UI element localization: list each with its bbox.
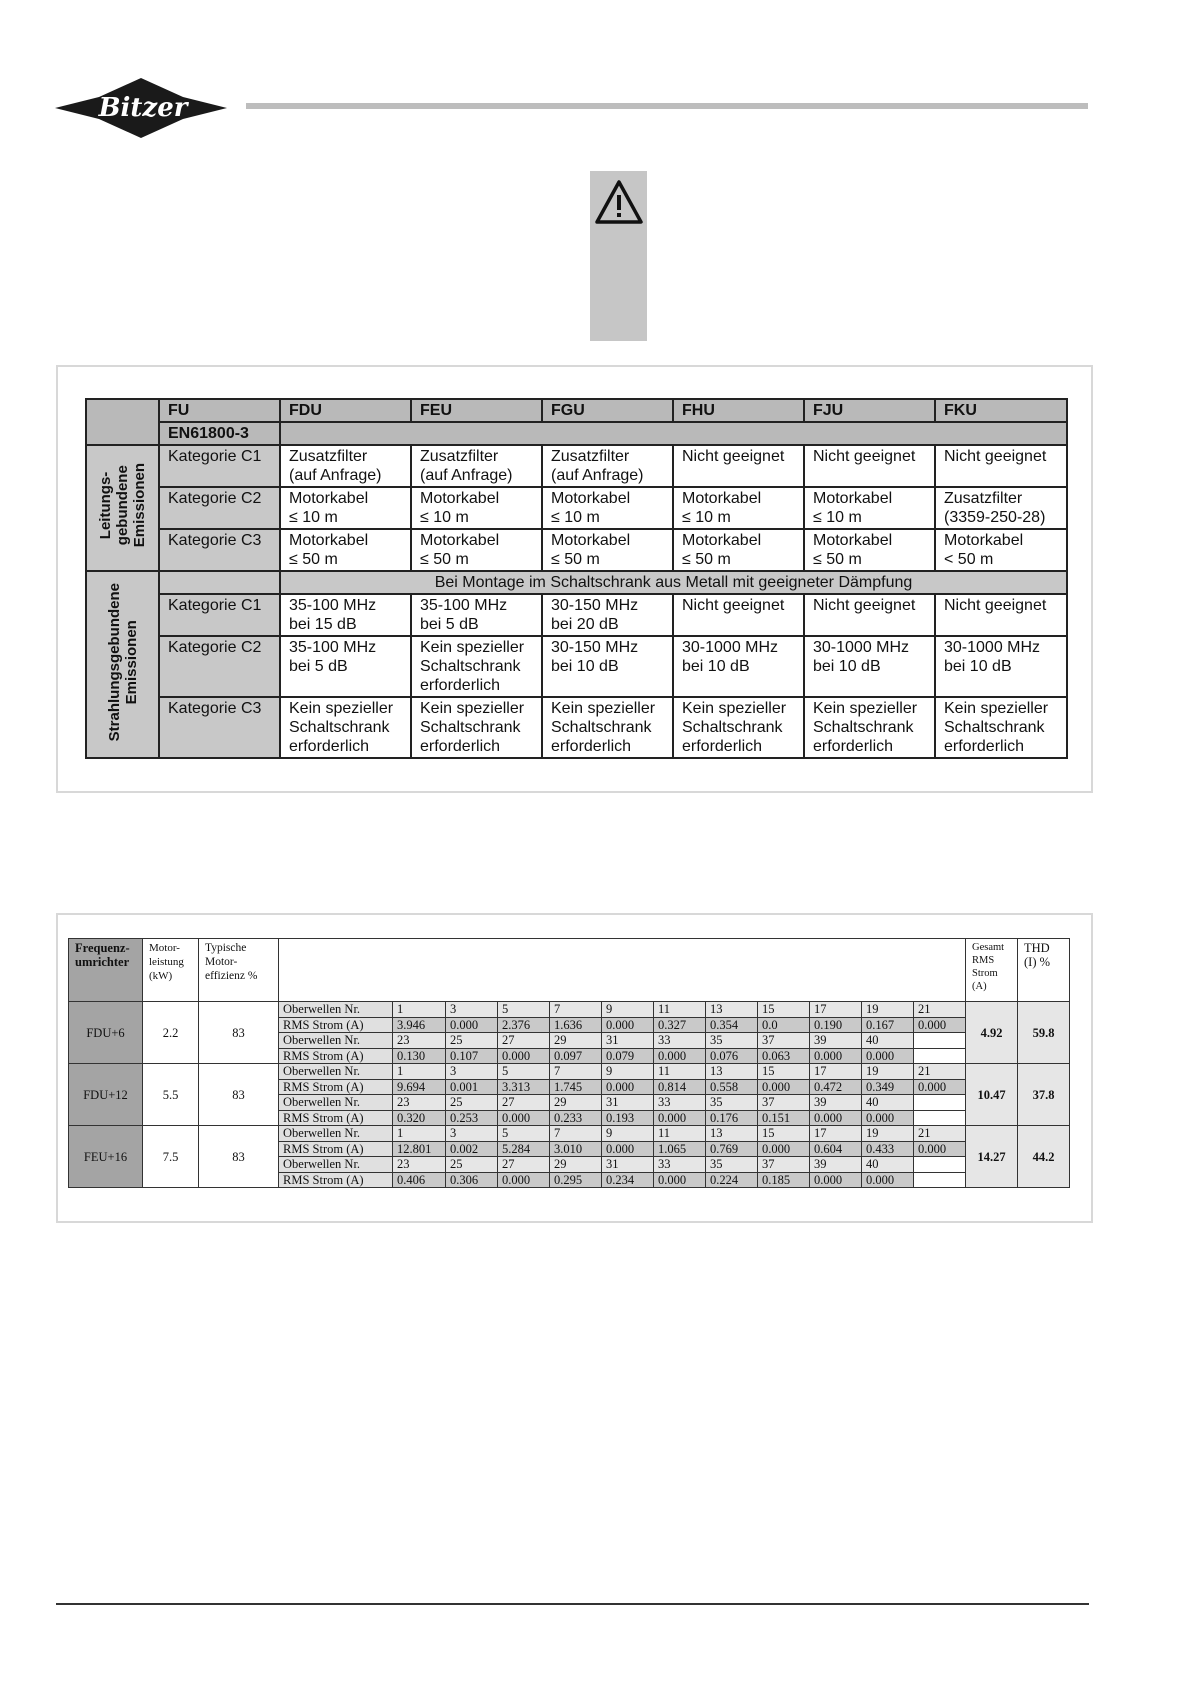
harmonics-row-label: RMS Strom (A) — [279, 1110, 393, 1126]
harmonics-value: 0.000 — [810, 1172, 862, 1188]
harmonics-value: 40 — [862, 1033, 914, 1049]
harmonics-value: 0.000 — [914, 1079, 966, 1095]
harmonics-value: 3.946 — [393, 1017, 446, 1033]
emc-cell: Kein spezieller Schaltschrank erforderlich — [542, 697, 673, 758]
emc-table — [85, 398, 1068, 759]
emc-cell: 30-1000 MHz bei 10 dB — [673, 636, 804, 697]
emc-header-cell: FJU — [804, 399, 935, 422]
harmonics-value: 3 — [446, 1126, 498, 1142]
harmonics-value: 33 — [654, 1033, 706, 1049]
harmonics-value: 15 — [758, 1064, 810, 1080]
harmonics-value: 31 — [602, 1095, 654, 1111]
harmonics-value: 31 — [602, 1157, 654, 1173]
emc-cell: Kein spezieller Schaltschrank erforderlich — [411, 636, 542, 697]
harmonics-value: 0.604 — [810, 1141, 862, 1157]
emc-row — [86, 529, 1067, 571]
harmonics-value — [914, 1110, 966, 1126]
emc-category: Kategorie C1 — [159, 445, 280, 487]
unit-model: FEU+16 — [69, 1126, 143, 1188]
harmonics-value: 0.000 — [498, 1110, 550, 1126]
harmonics-value: 5 — [498, 1002, 550, 1018]
emc-category: Kategorie C3 — [159, 529, 280, 571]
harmonics-row-label: Oberwellen Nr. — [279, 1064, 393, 1080]
harmonics-value: 23 — [393, 1157, 446, 1173]
emc-standard-label: EN61800-3 — [159, 422, 280, 445]
harmonics-value: 27 — [498, 1157, 550, 1173]
harmonics-value: 0.224 — [706, 1172, 758, 1188]
harmonics-value: 13 — [706, 1002, 758, 1018]
emc-cell: Zusatzfilter (auf Anfrage) — [411, 445, 542, 487]
unit-thd: 37.8 — [1018, 1064, 1070, 1126]
unit-thd: 44.2 — [1018, 1126, 1070, 1188]
harmonics-value: 17 — [810, 1126, 862, 1142]
harmonics-value: 0.000 — [914, 1141, 966, 1157]
harmonics-value: 1.745 — [550, 1079, 602, 1095]
emc-cell: Nicht geeignet — [673, 445, 804, 487]
harmonics-row — [69, 1064, 1070, 1080]
harmonics-value — [914, 1157, 966, 1173]
emc-group-label — [86, 571, 159, 758]
harmonics-value: 23 — [393, 1095, 446, 1111]
harmonics-value: 11 — [654, 1002, 706, 1018]
emc-row — [86, 636, 1067, 697]
harmonics-row — [69, 1126, 1070, 1142]
emc-header-cell: FHU — [673, 399, 804, 422]
emc-note-blank — [159, 571, 280, 594]
harmonics-value: 11 — [654, 1064, 706, 1080]
harmonics-value: 29 — [550, 1095, 602, 1111]
emc-cell: Kein spezieller Schaltschrank erforderlich — [280, 697, 411, 758]
emc-header-row — [86, 399, 1067, 422]
harmonics-value: 0.176 — [706, 1110, 758, 1126]
harmonics-value: 0.000 — [758, 1141, 810, 1157]
harmonics-row-label: RMS Strom (A) — [279, 1079, 393, 1095]
harmonics-value: 0.000 — [498, 1048, 550, 1064]
emc-cell: Motorkabel < 50 m — [935, 529, 1067, 571]
harmonics-body — [69, 1002, 1070, 1188]
emc-cell: 30-1000 MHz bei 10 dB — [935, 636, 1067, 697]
emc-cell: Zusatzfilter (auf Anfrage) — [542, 445, 673, 487]
emc-standard-blank — [280, 422, 1067, 445]
harmonics-value — [914, 1033, 966, 1049]
harmonics-value: 0.433 — [862, 1141, 914, 1157]
emc-cell: 35-100 MHz bei 5 dB — [280, 636, 411, 697]
harmonics-value: 31 — [602, 1033, 654, 1049]
harmonics-value: 0.000 — [654, 1110, 706, 1126]
harmonics-value: 0.000 — [810, 1110, 862, 1126]
harmonics-value: 21 — [914, 1064, 966, 1080]
harmonics-value: 11 — [654, 1126, 706, 1142]
harmonics-value: 17 — [810, 1064, 862, 1080]
harmonics-header-row — [69, 939, 1070, 1002]
emc-row — [86, 487, 1067, 529]
harmonics-value: 5 — [498, 1126, 550, 1142]
emc-cell: Motorkabel ≤ 50 m — [280, 529, 411, 571]
harmonics-value: 3 — [446, 1064, 498, 1080]
header-rule — [246, 103, 1088, 109]
harmonics-value: 40 — [862, 1157, 914, 1173]
header-efficiency: Typische Motor- effizienz % — [199, 939, 279, 1002]
harmonics-value: 17 — [810, 1002, 862, 1018]
harmonics-value: 13 — [706, 1126, 758, 1142]
harmonics-row-label: Oberwellen Nr. — [279, 1126, 393, 1142]
harmonics-table — [68, 938, 1070, 1188]
emc-cell: Nicht geeignet — [935, 594, 1067, 636]
unit-efficiency: 83 — [199, 1126, 279, 1188]
harmonics-value: 33 — [654, 1095, 706, 1111]
harmonics-value: 0.406 — [393, 1172, 446, 1188]
harmonics-value: 19 — [862, 1064, 914, 1080]
emc-category: Kategorie C1 — [159, 594, 280, 636]
emc-cell: 30-1000 MHz bei 10 dB — [804, 636, 935, 697]
harmonics-value: 27 — [498, 1033, 550, 1049]
unit-total-rms: 14.27 — [966, 1126, 1018, 1188]
harmonics-value: 0.000 — [446, 1017, 498, 1033]
emc-group-label-text: Leitungs- gebundene Emissionen — [97, 463, 148, 548]
harmonics-value: 19 — [862, 1126, 914, 1142]
harmonics-value: 25 — [446, 1095, 498, 1111]
emc-table-frame — [56, 365, 1093, 793]
harmonics-value: 35 — [706, 1095, 758, 1111]
harmonics-value: 0.151 — [758, 1110, 810, 1126]
emc-header-cell: FU — [159, 399, 280, 422]
unit-thd: 59.8 — [1018, 1002, 1070, 1064]
emc-header-cell: FGU — [542, 399, 673, 422]
harmonics-value: 0.253 — [446, 1110, 498, 1126]
emc-cell: Nicht geeignet — [804, 594, 935, 636]
warning-sidebar — [590, 171, 647, 341]
emc-cell: Kein spezieller Schaltschrank erforderlich — [935, 697, 1067, 758]
harmonics-value: 39 — [810, 1095, 862, 1111]
emc-cell: Motorkabel ≤ 10 m — [411, 487, 542, 529]
harmonics-row-label: RMS Strom (A) — [279, 1048, 393, 1064]
emc-category: Kategorie C2 — [159, 636, 280, 697]
harmonics-value: 0.097 — [550, 1048, 602, 1064]
emc-group-label — [86, 445, 159, 571]
harmonics-value: 0.193 — [602, 1110, 654, 1126]
harmonics-row-label: Oberwellen Nr. — [279, 1095, 393, 1111]
emc-note-row — [86, 571, 1067, 594]
harmonics-value: 0.000 — [602, 1017, 654, 1033]
harmonics-value: 25 — [446, 1157, 498, 1173]
harmonics-value: 33 — [654, 1157, 706, 1173]
emc-cell: 35-100 MHz bei 15 dB — [280, 594, 411, 636]
emc-standard-row — [86, 422, 1067, 445]
harmonics-value: 0.079 — [602, 1048, 654, 1064]
emc-cell: Zusatzfilter (auf Anfrage) — [280, 445, 411, 487]
harmonics-row-label: Oberwellen Nr. — [279, 1157, 393, 1173]
harmonics-value: 35 — [706, 1033, 758, 1049]
emc-conducted-group — [86, 445, 1067, 571]
emc-corner — [86, 399, 159, 445]
emc-group-label-text: Strahlungsgebundene Emissionen — [105, 582, 140, 742]
harmonics-value: 19 — [862, 1002, 914, 1018]
unit-total-rms: 4.92 — [966, 1002, 1018, 1064]
harmonics-value: 0.000 — [654, 1172, 706, 1188]
harmonics-value: 0.000 — [862, 1172, 914, 1188]
emc-note: Bei Montage im Schaltschrank aus Metall mit geeigneter Dämpfung — [280, 571, 1067, 594]
emc-cell: 30-150 MHz bei 20 dB — [542, 594, 673, 636]
harmonics-value: 39 — [810, 1157, 862, 1173]
footer-rule — [56, 1603, 1089, 1605]
harmonics-value: 23 — [393, 1033, 446, 1049]
emc-row — [86, 594, 1067, 636]
header-total-rms: Gesamt RMS Strom (A) — [966, 939, 1018, 1002]
harmonics-value: 0.076 — [706, 1048, 758, 1064]
harmonics-value: 1 — [393, 1064, 446, 1080]
harmonics-value: 21 — [914, 1126, 966, 1142]
harmonics-row-label: Oberwellen Nr. — [279, 1002, 393, 1018]
harmonics-value: 1.636 — [550, 1017, 602, 1033]
harmonics-value — [914, 1048, 966, 1064]
harmonics-value: 37 — [758, 1033, 810, 1049]
harmonics-value: 0.354 — [706, 1017, 758, 1033]
harmonics-value: 0.000 — [758, 1079, 810, 1095]
harmonics-value: 9 — [602, 1126, 654, 1142]
harmonics-value: 0.000 — [914, 1017, 966, 1033]
harmonics-value: 37 — [758, 1157, 810, 1173]
unit-efficiency: 83 — [199, 1002, 279, 1064]
harmonics-value: 0.130 — [393, 1048, 446, 1064]
harmonics-value: 0.233 — [550, 1110, 602, 1126]
header-blank — [279, 939, 966, 1002]
emc-cell: Nicht geeignet — [935, 445, 1067, 487]
emc-cell: Motorkabel ≤ 50 m — [673, 529, 804, 571]
emc-cell: Motorkabel ≤ 10 m — [673, 487, 804, 529]
harmonics-value: 35 — [706, 1157, 758, 1173]
harmonics-value: 0.190 — [810, 1017, 862, 1033]
harmonics-value: 0.000 — [602, 1079, 654, 1095]
bitzer-logo — [55, 78, 227, 138]
harmonics-value: 0.306 — [446, 1172, 498, 1188]
harmonics-value — [914, 1095, 966, 1111]
harmonics-value: 0.001 — [446, 1079, 498, 1095]
emc-cell: Zusatzfilter (3359-250-28) — [935, 487, 1067, 529]
harmonics-value: 0.234 — [602, 1172, 654, 1188]
harmonics-value: 7 — [550, 1064, 602, 1080]
harmonics-value: 25 — [446, 1033, 498, 1049]
emc-header-cell: FEU — [411, 399, 542, 422]
harmonics-value: 0.349 — [862, 1079, 914, 1095]
header-thd: THD (I) % — [1018, 939, 1070, 1002]
harmonics-value: 1.065 — [654, 1141, 706, 1157]
emc-category: Kategorie C3 — [159, 697, 280, 758]
harmonics-value: 13 — [706, 1064, 758, 1080]
emc-header-cell: FKU — [935, 399, 1067, 422]
harmonics-value: 5 — [498, 1064, 550, 1080]
harmonics-value: 3.010 — [550, 1141, 602, 1157]
harmonics-value: 40 — [862, 1095, 914, 1111]
harmonics-row-label: Oberwellen Nr. — [279, 1033, 393, 1049]
harmonics-value: 3.313 — [498, 1079, 550, 1095]
harmonics-value: 27 — [498, 1095, 550, 1111]
harmonics-value: 7 — [550, 1002, 602, 1018]
harmonics-value: 0.558 — [706, 1079, 758, 1095]
harmonics-value: 37 — [758, 1095, 810, 1111]
emc-cell: Motorkabel ≤ 50 m — [411, 529, 542, 571]
header-power: Motor- leistung (kW) — [143, 939, 199, 1002]
emc-radiated-group — [86, 571, 1067, 758]
harmonics-value: 0.814 — [654, 1079, 706, 1095]
harmonics-value: 0.000 — [862, 1110, 914, 1126]
unit-total-rms: 10.47 — [966, 1064, 1018, 1126]
harmonics-value: 9.694 — [393, 1079, 446, 1095]
emc-cell: Motorkabel ≤ 10 m — [280, 487, 411, 529]
emc-cell: Motorkabel ≤ 10 m — [804, 487, 935, 529]
emc-cell: Motorkabel ≤ 50 m — [542, 529, 673, 571]
emc-cell: Motorkabel ≤ 50 m — [804, 529, 935, 571]
harmonics-value: 12.801 — [393, 1141, 446, 1157]
harmonics-value: 21 — [914, 1002, 966, 1018]
harmonics-value: 1 — [393, 1126, 446, 1142]
harmonics-row — [69, 1002, 1070, 1018]
harmonics-value: 2.376 — [498, 1017, 550, 1033]
harmonics-row-label: RMS Strom (A) — [279, 1172, 393, 1188]
unit-efficiency: 83 — [199, 1064, 279, 1126]
harmonics-value: 0.472 — [810, 1079, 862, 1095]
header-model: Frequenz- umrichter — [69, 939, 143, 1002]
harmonics-table-frame — [56, 913, 1093, 1223]
harmonics-value: 15 — [758, 1002, 810, 1018]
emc-cell: Kein spezieller Schaltschrank erforderlich — [673, 697, 804, 758]
harmonics-value: 0.295 — [550, 1172, 602, 1188]
harmonics-value: 29 — [550, 1033, 602, 1049]
harmonics-value: 0.107 — [446, 1048, 498, 1064]
emc-cell: Nicht geeignet — [673, 594, 804, 636]
bitzer-logo-text: Bitzer — [98, 93, 188, 123]
unit-power: 2.2 — [143, 1002, 199, 1064]
harmonics-value: 0.167 — [862, 1017, 914, 1033]
harmonics-value: 0.0 — [758, 1017, 810, 1033]
harmonics-value: 0.000 — [498, 1172, 550, 1188]
emc-cell: Kein spezieller Schaltschrank erforderlich — [804, 697, 935, 758]
harmonics-value: 9 — [602, 1002, 654, 1018]
harmonics-row-label: RMS Strom (A) — [279, 1017, 393, 1033]
harmonics-value — [914, 1172, 966, 1188]
emc-cell: 35-100 MHz bei 5 dB — [411, 594, 542, 636]
harmonics-value: 0.185 — [758, 1172, 810, 1188]
emc-cell: Kein spezieller Schaltschrank erforderlich — [411, 697, 542, 758]
harmonics-value: 0.769 — [706, 1141, 758, 1157]
harmonics-value: 0.320 — [393, 1110, 446, 1126]
harmonics-value: 3 — [446, 1002, 498, 1018]
emc-row — [86, 445, 1067, 487]
harmonics-value: 5.284 — [498, 1141, 550, 1157]
harmonics-value: 0.000 — [654, 1048, 706, 1064]
harmonics-row-label: RMS Strom (A) — [279, 1141, 393, 1157]
harmonics-value: 0.327 — [654, 1017, 706, 1033]
harmonics-value: 29 — [550, 1157, 602, 1173]
unit-model: FDU+6 — [69, 1002, 143, 1064]
harmonics-value: 0.000 — [810, 1048, 862, 1064]
harmonics-value: 0.002 — [446, 1141, 498, 1157]
unit-power: 5.5 — [143, 1064, 199, 1126]
harmonics-value: 7 — [550, 1126, 602, 1142]
unit-power: 7.5 — [143, 1126, 199, 1188]
harmonics-value: 15 — [758, 1126, 810, 1142]
emc-cell: Motorkabel ≤ 10 m — [542, 487, 673, 529]
harmonics-value: 0.000 — [862, 1048, 914, 1064]
harmonics-value: 9 — [602, 1064, 654, 1080]
emc-cell: Nicht geeignet — [804, 445, 935, 487]
emc-row — [86, 697, 1067, 758]
harmonics-value: 0.063 — [758, 1048, 810, 1064]
emc-cell: 30-150 MHz bei 10 dB — [542, 636, 673, 697]
emc-header-cell: FDU — [280, 399, 411, 422]
harmonics-value: 1 — [393, 1002, 446, 1018]
harmonics-value: 0.000 — [602, 1141, 654, 1157]
harmonics-value: 39 — [810, 1033, 862, 1049]
emc-category: Kategorie C2 — [159, 487, 280, 529]
unit-model: FDU+12 — [69, 1064, 143, 1126]
warning-icon — [594, 179, 644, 225]
